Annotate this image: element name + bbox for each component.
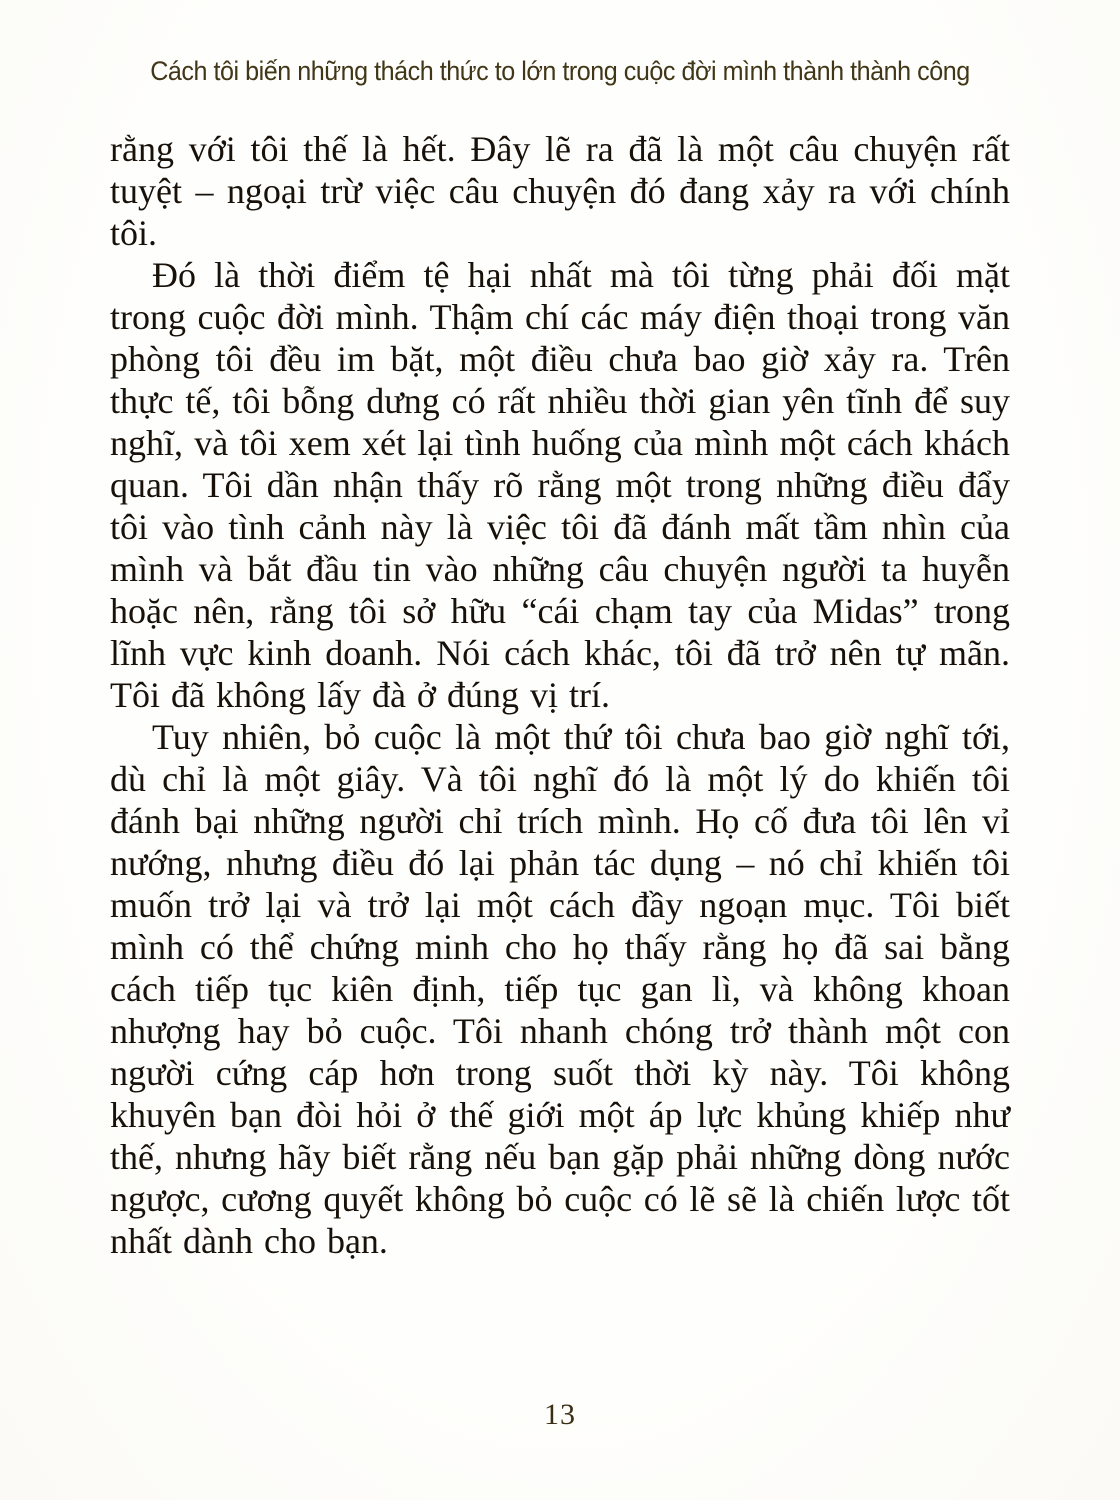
page-number: 13 — [544, 1398, 576, 1431]
paragraph: Tuy nhiên, bỏ cuộc là một thứ tôi chưa bao giờ nghĩ tới, dù chỉ là một giây. Và tôi nghĩ đó là một lý do khiến tôi đánh bại những người chỉ trích mình. Họ cố đưa tôi lên vỉ nướng, nhưng điều đó lại phản tác dụng – nó chỉ khiến tôi muốn trở lại và trở lại một cách đầy ngoạn mục. Tôi biết mình có thể chứng minh cho họ thấy rằng họ đã sai bằng cách tiếp tục kiên định, tiếp tục gan lì, và không khoan nhượng hay bỏ cuộc. Tôi nhanh chóng trở thành một con người cứng cáp hơn trong suốt thời kỳ này. Tôi không khuyên bạn đòi hỏi ở thế giới một áp lực khủng khiếp như thế, nhưng hãy biết rằng nếu bạn gặp phải những dòng nước ngược, cương quyết không bỏ cuộc có lẽ sẽ là chiến lược tốt nhất dành cho bạn. — [110, 717, 1010, 1261]
running-header: Cách tôi biến những thách thức to lớn trong cuộc đời mình thành thành công — [150, 56, 970, 86]
paragraph: Đó là thời điểm tệ hại nhất mà tôi từng phải đối mặt trong cuộc đời mình. Thậm chí các máy điện thoại trong văn phòng tôi đều im bặt, một điều chưa bao giờ xảy ra. Trên thực tế, tôi bỗng dưng có rất nhiều thời gian yên tĩnh để suy nghĩ, và tôi xem xét lại tình huống của mình một cách khách quan. Tôi dần nhận thấy rõ rằng một trong những điều đẩy tôi vào tình cảnh này là việc tôi đã đánh mất tầm nhìn của mình và bắt đầu tin vào những câu chuyện người ta huyễn hoặc nên, rằng tôi sở hữu “cái chạm tay của Midas” trong lĩnh vực kinh doanh. Nói cách khác, tôi đã trở nên tự mãn. Tôi đã không lấy đà ở đúng vị trí. — [110, 255, 1010, 715]
page-body — [110, 128, 1010, 1262]
paragraph: rằng với tôi thế là hết. Đây lẽ ra đã là một câu chuyện rất tuyệt – ngoại trừ việc câu chuyện đó đang xảy ra với chính tôi. — [110, 129, 1010, 253]
